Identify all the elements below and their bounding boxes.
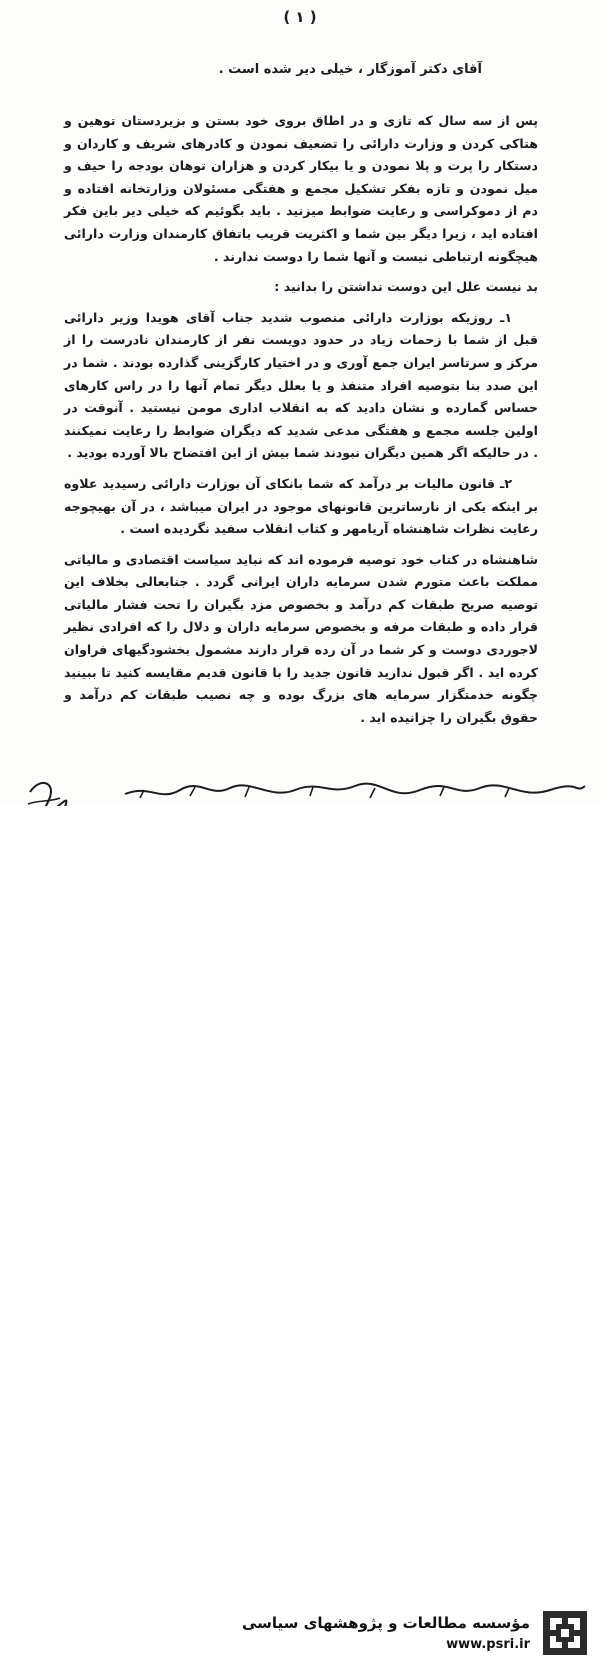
footer-watermark — [0, 806, 600, 1652]
paragraph-tax-policy: شاهنشاه در کتاب خود توصیه فرموده اند که نباید سیاست اقتصادی و مالیاتی مملکت باعث متورم شدن سرمایه داران ایرانی گردد . جنابعالی بخلاف این توصیه صریح طبقات کم درآمد و بخصوص مزد بگیران را تحت فشار مالیاتی قرار داده و طبقات مرفه و بخصوص سرمایه داران و دلال را که افرادی نظیر لاجوردی دوست و کر شما در آن رده قرار دارند مشمول بخشودگیهای فراوان کرده اید . اگر قبول ندارید قانون جدید را با قانون قدیم مقایسه کنید تا ببینید چگونه خدمتگزار سرمایه های بزرگ بوده و چه نصیب طبقات کم درآمد و حقوق بگیران را چزانیده اید . — [64, 551, 538, 725]
page-number: ( ۱ ) — [283, 8, 317, 26]
institute-url[interactable]: www.psri.ir — [446, 1637, 530, 1652]
salutation-line: آقای دکتر آموزگار ، خیلی دیر شده است . — [218, 62, 482, 77]
institute-name: مؤسسه مطالعات و پژوهشهای سیاسی — [241, 1614, 530, 1632]
paragraph-reasons-heading: بد نیست علل این دوست نداشتن را بدانید : — [274, 279, 538, 295]
handwritten-note — [120, 776, 590, 806]
paragraph-reason-2: ۲ـ قانون مالیات بر درآمد که شما بانکای آن بوزارت دارائی رسیدید علاوه بر اینکه یکی از نارساترین قانونهای موجود در ایران میباشد ، در آن بهیچوجه رعایت نظرات شاهنشاه آریامهر و کتاب انقلاب سفید نگردیده است . — [64, 475, 538, 537]
paragraph-intro: پس از سه سال که تازی و در اطاق بروی خود بستن و بزیردستان توهین و هتاکی کردن و وزارت دارائی را تضعیف نمودن و کادرهای شریف و کاردان و دستکار را پرت و پلا نمودن و یا بیکار کردن و هزاران توهان بودجه را حیف و میل نمودن و تازه بفکر تشکیل مجمع و هفتگی مسئولان وزارتخانه افتاده و دم از دموکراسی و رعایت ضوابط میزنید . باید بگوئیم که خیلی دیر باین فکر افتاده اید ، زیرا دیگر بین شما و اکثریت قریب باتفاق کارمندان وزارت دارائی هیچگونه ارتباطی نیست و آنها شما را دوست ندارند . — [64, 113, 538, 264]
institute-logo-icon — [542, 1610, 588, 1656]
letter-body — [64, 110, 538, 737]
paragraph-reason-1: ۱ـ روزیکه بوزارت دارائی منصوب شدید جناب آقای هویدا وزیر دارائی قبل از شما با زحمات زیاد در حدود دویست نفر از کارمندان نادرست را از مرکز و سرتاسر ایران جمع آوری و در اختیار کارگزینی گذارده بودند . شما در این صدد بنا بتوصیه افراد متنفذ و یا بعلل دیگر تمام آنها را در راس کارهای حساس گمارده و نشان دادید که به انقلاب اداری مومن نیستید . آنوقت در اولین جلسه مجمع و هفتگی مدعی شدید که دیگران ضوابط را رعایت نمیکنند . در حالیکه اگر همین دیگران نبودند شما بیش از این افتضاح بالا آورده بودید . — [64, 309, 538, 461]
